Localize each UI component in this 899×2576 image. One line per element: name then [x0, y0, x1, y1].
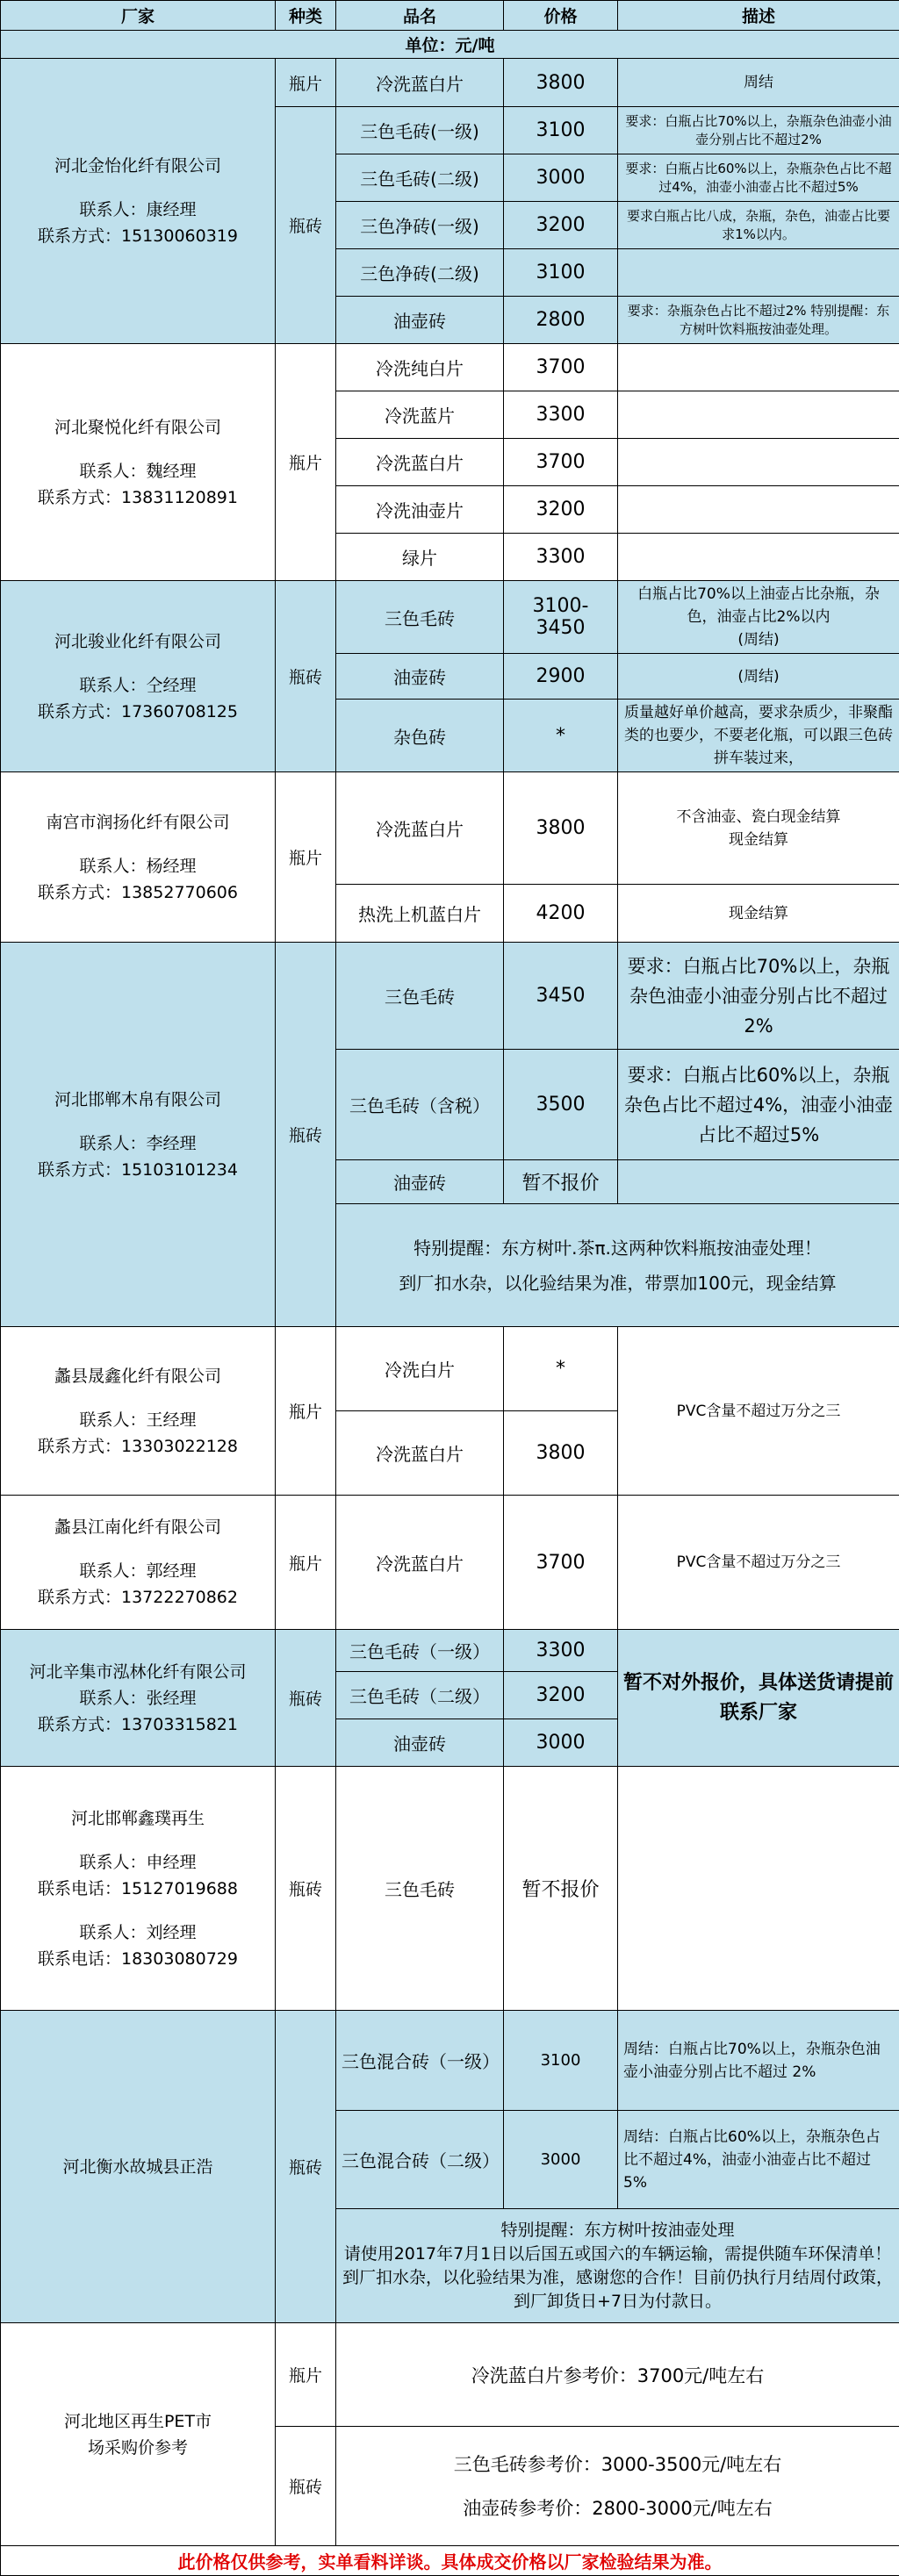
company-contact: 联系人：刘经理: [6, 1919, 270, 1946]
kind-cell: 瓶片: [276, 772, 336, 943]
header-description: 描述: [618, 1, 899, 31]
product-cell: 绿片: [336, 534, 504, 581]
reference-title-cell: [1, 2323, 276, 2546]
kind-cell: 瓶砖: [276, 1630, 336, 1767]
company-name: 河北邯郸鑫璞再生: [6, 1805, 270, 1832]
product-cell: 冷洗油壶片: [336, 486, 504, 534]
special-note-cell: [336, 2209, 899, 2323]
price-cell: 3100-3450: [504, 581, 618, 654]
company-contact: 联系人：杨经理: [6, 853, 270, 879]
product-cell: 三色净砖(二级): [336, 249, 504, 297]
price-cell: 3800: [504, 1411, 618, 1496]
price-cell: 3200: [504, 486, 618, 534]
product-cell: 三色毛砖: [336, 1767, 504, 2011]
table-row: [1, 344, 899, 391]
price-cell: 暂不报价: [504, 1160, 618, 1204]
description-cell: [618, 249, 899, 297]
disclaimer-footer: 此价格仅供参考，实单看料详谈。具体成交价格以厂家检验结果为准。: [1, 2546, 899, 2576]
price-cell: 3500: [504, 1050, 618, 1160]
company-cell: [1, 1630, 276, 1767]
table-row: [1, 2011, 899, 2111]
company-contact: 联系人：郭经理: [6, 1558, 270, 1584]
header-price: 价格: [504, 1, 618, 31]
header-row: [1, 1, 899, 31]
price-cell: 3700: [504, 439, 618, 486]
price-cell: 3700: [504, 1496, 618, 1630]
table-row: [1, 943, 899, 1050]
product-cell: 油壶砖: [336, 1160, 504, 1204]
settlement-note: 到厂扣水杂，以化验结果为准，带票加100元，现金结算: [342, 1266, 894, 1301]
description-cell: [618, 581, 899, 654]
description-cell: 要求白瓶占比八成，杂瓶，杂色，油壶占比要求1%以内。: [618, 202, 899, 249]
product-cell: 冷洗蓝白片: [336, 1411, 504, 1496]
product-cell: 热洗上机蓝白片: [336, 885, 504, 943]
description-text: 白瓶占比70%以上油壶占比杂瓶，杂色，油壶占比2%以内: [623, 583, 894, 628]
company-phone: 联系方式：13703315821: [6, 1711, 270, 1738]
company-contact: 联系人：李经理: [6, 1130, 270, 1157]
company-cell: [1, 344, 276, 581]
company-cell: [1, 772, 276, 943]
description-cell: 暂不对外报价，具体送货请提前联系厂家: [618, 1630, 899, 1767]
price-cell: 暂不报价: [504, 1767, 618, 2011]
description-cell: 周结：白瓶占比60%以上，杂瓶杂色占比不超过4%，油壶小油壶占比不超过 5%: [618, 2111, 899, 2209]
description-cell: 要求：白瓶占比70%以上，杂瓶杂色油壶小油壶分别占比不超过2%: [618, 943, 899, 1050]
price-cell: 3100: [504, 2011, 618, 2111]
description-cell: [618, 534, 899, 581]
company-contact: 联系人：魏经理: [6, 458, 270, 484]
product-cell: 三色毛砖（含税）: [336, 1050, 504, 1160]
company-cell: [1, 1767, 276, 2011]
company-contact: 联系人：申经理: [6, 1849, 270, 1876]
price-cell: 3800: [504, 772, 618, 885]
description-cell: [618, 486, 899, 534]
price-cell: *: [504, 700, 618, 772]
company-cell: [1, 581, 276, 772]
company-contact: 联系人：仝经理: [6, 672, 270, 699]
kind-cell: 瓶砖: [276, 107, 336, 344]
price-cell: 3100: [504, 249, 618, 297]
kind-cell: 瓶片: [276, 1327, 336, 1496]
description-text: 不含油壶、瓷白现金结算: [623, 806, 894, 829]
company-contact: 联系人：张经理: [6, 1685, 270, 1711]
product-cell: 三色毛砖（二级）: [336, 1672, 504, 1719]
product-cell: 三色毛砖: [336, 581, 504, 654]
kind-cell: 瓶砖: [276, 2011, 336, 2323]
kind-cell: 瓶片: [276, 1496, 336, 1630]
company-name: 河北骏业化纤有限公司: [6, 628, 270, 655]
table-row: [1, 2323, 899, 2427]
product-cell: 油壶砖: [336, 1719, 504, 1767]
price-cell: 4200: [504, 885, 618, 943]
product-cell: 冷洗蓝白片: [336, 772, 504, 885]
product-cell: 油壶砖: [336, 297, 504, 344]
company-phone: 联系方式：17360708125: [6, 699, 270, 725]
company-cell: [1, 1496, 276, 1630]
price-cell: 3000: [504, 1719, 618, 1767]
description-cell: 要求：白瓶占比60%以上，杂瓶杂色占比不超过4%，油壶小油壶占比不超过5%: [618, 154, 899, 202]
kind-cell: 瓶砖: [276, 2427, 336, 2546]
price-cell: 3300: [504, 391, 618, 439]
company-name: 蠡县晟鑫化纤有限公司: [6, 1363, 270, 1389]
price-cell: 2900: [504, 654, 618, 700]
company-name: 河北辛集市泓林化纤有限公司: [6, 1659, 270, 1685]
price-cell: 3800: [504, 59, 618, 107]
price-cell: 3000: [504, 154, 618, 202]
description-cell: 质量越好单价越高，要求杂质少，非聚酯类的也要少，不要老化瓶，可以跟三色砖拼车装过来，: [618, 700, 899, 772]
description-cell: 要求：杂瓶杂色占比不超过2% 特别提醒：东方树叶饮料瓶按油壶处理。: [618, 297, 899, 344]
company-contact: 联系人：王经理: [6, 1407, 270, 1433]
price-cell: *: [504, 1327, 618, 1411]
brick-reference-2: 油壶砖参考价：2800-3000元/吨左右: [342, 2486, 894, 2530]
kind-cell: 瓶砖: [276, 1767, 336, 2011]
kind-cell: 瓶砖: [276, 581, 336, 772]
kind-cell: 瓶片: [276, 344, 336, 581]
company-phone: 联系方式：13852770606: [6, 879, 270, 906]
product-cell: 三色净砖(一级): [336, 202, 504, 249]
company-name: 河北衡水故城县正浩: [6, 2154, 270, 2180]
table-row: [1, 1327, 899, 1411]
company-cell: [1, 2011, 276, 2323]
description-settlement: 现金结算: [623, 829, 894, 851]
description-cell: [618, 1767, 899, 2011]
company-cell: [1, 59, 276, 344]
company-name: 河北金怡化纤有限公司: [6, 153, 270, 179]
price-cell: 3700: [504, 344, 618, 391]
product-cell: 冷洗蓝白片: [336, 439, 504, 486]
company-name: 河北邯郸木帛有限公司: [6, 1087, 270, 1113]
price-cell: 3450: [504, 943, 618, 1050]
table-row: [1, 1767, 899, 2011]
company-name: 河北聚悦化纤有限公司: [6, 414, 270, 441]
table-row: [1, 581, 899, 654]
brick-reference-1: 三色毛砖参考价：3000-3500元/吨左右: [342, 2443, 894, 2486]
product-cell: 冷洗纯白片: [336, 344, 504, 391]
description-cell: [618, 391, 899, 439]
company-name: 南宫市润扬化纤有限公司: [6, 809, 270, 836]
flake-reference: 冷洗蓝白片参考价：3700元/吨左右: [336, 2323, 899, 2427]
product-cell: 油壶砖: [336, 654, 504, 700]
kind-cell: 瓶片: [276, 2323, 336, 2427]
description-cell: 周结: [618, 59, 899, 107]
product-cell: 三色毛砖(一级): [336, 107, 504, 154]
product-cell: 冷洗白片: [336, 1327, 504, 1411]
table-row: [1, 1630, 899, 1672]
description-cell: [618, 344, 899, 391]
company-name: 蠡县江南化纤有限公司: [6, 1514, 270, 1540]
description-cell: [618, 439, 899, 486]
product-cell: 冷洗蓝白片: [336, 1496, 504, 1630]
kind-cell: 瓶片: [276, 59, 336, 107]
description-cell: PVC含量不超过万分之三: [618, 1496, 899, 1630]
price-cell: 3300: [504, 534, 618, 581]
price-cell: 3000: [504, 2111, 618, 2209]
product-cell: 三色混合砖（一级）: [336, 2011, 504, 2111]
product-cell: 三色混合砖（二级）: [336, 2111, 504, 2209]
company-contact: 联系人：康经理: [6, 197, 270, 223]
company-cell: [1, 943, 276, 1327]
table-row: [1, 772, 899, 885]
table-row: [1, 59, 899, 107]
description-cell: 现金结算: [618, 885, 899, 943]
price-cell: 2800: [504, 297, 618, 344]
description-cell: 要求：白瓶占比60%以上，杂瓶杂色占比不超过4%，油壶小油壶占比不超过5%: [618, 1050, 899, 1160]
description-cell: 要求：白瓶占比70%以上，杂瓶杂色油壶小油壶分别占比不超过2%: [618, 107, 899, 154]
header-manufacturer: 厂家: [1, 1, 276, 31]
transport-note: 请使用2017年7月1日以后国五或国六的车辆运输，需提供随车环保清单！到厂扣水杂，以化验结果为准，感谢您的合作！目前仍执行月结周付政策，到厂卸货日+7日为付款日。: [342, 2242, 894, 2314]
company-phone: 联系电话：15127019688: [6, 1876, 270, 1902]
product-cell: 三色毛砖(二级): [336, 154, 504, 202]
description-cell: [618, 1160, 899, 1204]
brick-reference-cell: [336, 2427, 899, 2546]
table-row: [1, 1496, 899, 1630]
header-product: 品名: [336, 1, 504, 31]
description-settlement: (周结): [623, 628, 894, 651]
company-phone: 联系方式：13831120891: [6, 484, 270, 511]
special-note-cell: [336, 1204, 899, 1327]
product-cell: 冷洗蓝白片: [336, 59, 504, 107]
company-phone: 联系方式：15130060319: [6, 223, 270, 249]
company-phone: 联系方式：13722270862: [6, 1584, 270, 1611]
price-cell: 3100: [504, 107, 618, 154]
description-cell: PVC含量不超过万分之三: [618, 1327, 899, 1496]
company-phone: 联系方式：13303022128: [6, 1433, 270, 1460]
description-cell: 周结：白瓶占比70%以上，杂瓶杂色油壶小油壶分别占比不超过 2%: [618, 2011, 899, 2111]
unit-label: 单位：元/吨: [1, 31, 899, 59]
product-cell: 冷洗蓝片: [336, 391, 504, 439]
product-cell: 杂色砖: [336, 700, 504, 772]
product-cell: 三色毛砖（一级）: [336, 1630, 504, 1672]
company-cell: [1, 1327, 276, 1496]
header-kind: 种类: [276, 1, 336, 31]
special-note: 特别提醒：东方树叶.茶π.这两种饮料瓶按油壶处理！: [342, 1231, 894, 1266]
price-cell: 3200: [504, 202, 618, 249]
reference-title: 河北地区再生PET市场采购价参考: [59, 2408, 217, 2461]
company-phone: 联系方式：15103101234: [6, 1157, 270, 1183]
product-cell: 三色毛砖: [336, 943, 504, 1050]
price-cell: 3300: [504, 1630, 618, 1672]
company-phone: 联系电话：18303080729: [6, 1946, 270, 1972]
kind-cell: 瓶砖: [276, 943, 336, 1327]
special-note: 特别提醒：东方树叶按油壶处理: [342, 2219, 894, 2242]
description-cell: [618, 772, 899, 885]
price-cell: 3200: [504, 1672, 618, 1719]
description-cell: (周结): [618, 654, 899, 700]
